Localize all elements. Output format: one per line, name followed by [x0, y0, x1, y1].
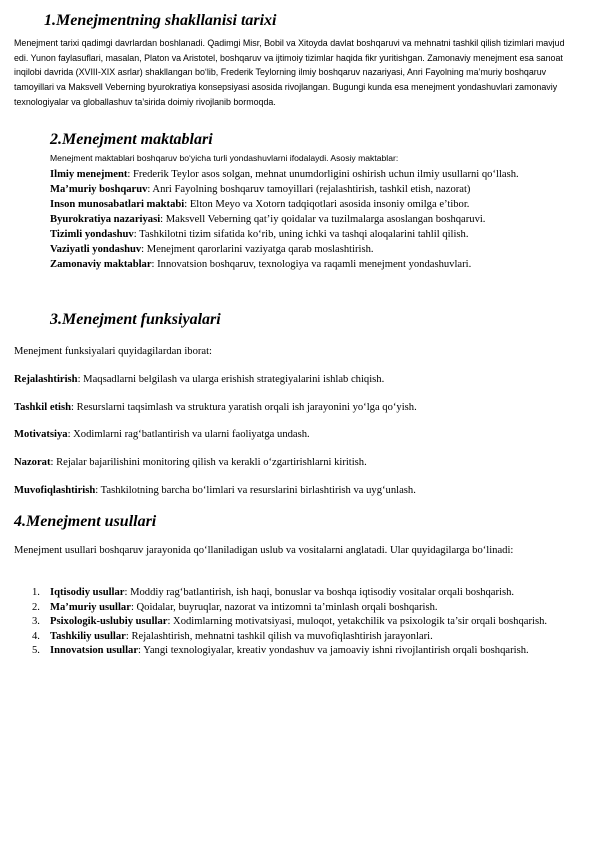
function-desc: : Rejalar bajarilishini monitoring qilish va kerakli o‘zgartirishlarni kiritish.	[50, 457, 367, 468]
school-desc: : Frederik Teylor asos solgan, mehnat unumdorligini oshirish uchun ilmiy usullarni qo‘llash.	[127, 169, 519, 180]
method-desc: : Xodimlarning motivatsiyasi, muloqot, yetakchilik va psixologik ta’sir orqali boshqarish.	[167, 616, 548, 627]
method-term: Psixologik-uslubiy usullar	[50, 616, 168, 627]
function-term: Nazorat	[14, 457, 51, 468]
function-item	[14, 456, 584, 470]
method-item	[14, 630, 570, 644]
school-term: Ma’muriy boshqaruv	[50, 184, 148, 195]
functions-lead: Menejment funksiyalari quyidagilardan iborat:	[14, 346, 212, 357]
school-term: Tizimli yondashuv	[50, 229, 134, 240]
school-term: Zamonaviy maktablar	[50, 259, 152, 270]
school-term: Vaziyatli yondashuv	[50, 244, 142, 255]
history-paragraph: Menejment tarixi qadimgi davrlardan boshlanadi. Qadimgi Misr, Bobil va Xitoyda davlat boshqaruvi va mehnatni tashkil qilish tizimlari mavjud edi. Yunon faylasuflari, masalan, Platon va Aristotel, boshqaruv va ijtimoiy tizimlar haqida fikr yuritishgan. Zamonaviy menejment esa sanoat inqilobi davrida (XVIII-XIX asrlar) shakllangan bo‘lib, Frederik Teylorning ilmiy boshqaruv nazariyasi, Anri Fayolning ma’muriy boshqaruv tamoyillari va Maksvell Veberning byurokratiya konsepsiyasi asosida rivojlangan. Bugungi kunda esa menejment yondashuvlari zamonaviy texnologiyalar va globallashuv ta’sirida doimiy rivojlanib bormoqda.	[14, 38, 565, 107]
school-desc: : Tashkilotni tizim sifatida ko‘rib, uning ichki va tashqi aloqalarini tahlil qilish.	[133, 229, 469, 240]
schools-block	[50, 152, 570, 272]
function-term: Tashkil etish	[14, 402, 72, 413]
method-item	[14, 615, 570, 629]
method-number: 5.	[32, 645, 40, 656]
school-term: Byurokratiya nazariyasi	[50, 214, 161, 225]
school-item	[50, 212, 570, 227]
school-item	[50, 182, 570, 197]
school-term: Ilmiy menejment	[50, 169, 128, 180]
method-number: 3.	[32, 616, 40, 627]
method-number: 2.	[32, 601, 40, 613]
method-term: Tashkiliy usullar	[50, 630, 126, 642]
method-desc: : Rejalashtirish, mehnatni tashkil qilish va muvofiqlashtirish jarayonlari.	[125, 630, 433, 642]
function-term: Motivatsiya	[14, 429, 68, 440]
section-heading-functions: 3.Menejment funksiyalari	[50, 311, 221, 328]
school-item	[50, 167, 570, 182]
schools-lead: Menejment maktablari boshqaruv bo‘yicha turli yondashuvlarni ifodalaydi. Asosiy maktablar:	[50, 153, 399, 163]
function-term: Rejalashtirish	[14, 374, 78, 385]
function-item	[14, 401, 584, 415]
method-desc: : Qoidalar, buyruqlar, nazorat va intizomni ta’minlash orqali boshqarish.	[130, 601, 438, 613]
school-desc: : Elton Meyo va Xotorn tadqiqotlari asosida insoniy omilga e’tibor.	[184, 199, 470, 210]
section-heading-methods: 4.Menejment usullari	[14, 513, 157, 530]
school-item	[50, 227, 570, 242]
school-item	[50, 257, 570, 272]
method-term: Innovatsion usullar	[50, 645, 139, 656]
function-item	[14, 484, 584, 498]
method-number: 4.	[32, 630, 40, 642]
method-number: 1.	[32, 587, 40, 598]
method-term: Ma’muriy usullar	[50, 601, 131, 613]
function-term: Muvofiqlashtirish	[14, 485, 96, 496]
methods-list	[14, 586, 574, 659]
methods-lead: Menejment usullari boshqaruv jarayonida qo‘llaniladigan uslub va vositalarni anglatadi. Ular quyidagilarga bo‘linadi:	[14, 545, 514, 556]
school-item	[50, 197, 570, 212]
section-heading-history: 1.Menejmentning shakllanisi tarixi	[44, 12, 277, 29]
method-term: Iqtisodiy usullar	[50, 587, 125, 598]
school-desc: : Anri Fayolning boshqaruv tamoyillari (rejalashtirish, tashkil etish, nazorat)	[147, 184, 471, 195]
section-heading-schools: 2.Menejment maktablari	[50, 131, 213, 148]
function-item	[14, 373, 584, 387]
function-item	[14, 428, 584, 442]
method-item	[14, 644, 570, 658]
function-desc: : Tashkilotning barcha bo‘limlari va resurslarini birlashtirish va uyg‘unlash.	[95, 485, 416, 496]
function-desc: : Maqsadlarni belgilash va ularga erishish strategiyalarini ishlab chiqish.	[77, 374, 385, 385]
function-desc: : Xodimlarni rag‘batlantirish va ularni faoliyatga undash.	[67, 429, 310, 440]
method-desc: : Yangi texnologiyalar, kreativ yondashuv va jamoaviy ishni rivojlantirish orqali boshqarish.	[138, 645, 529, 656]
school-desc: : Menejment qarorlarini vaziyatga qarab moslashtirish.	[141, 244, 374, 255]
function-desc: : Resurslarni taqsimlash va struktura yaratish orqali ish jarayonini yo‘lga qo‘yish.	[71, 402, 417, 413]
school-desc: : Maksvell Veberning qat’iy qoidalar va tuzilmalarga asoslangan boshqaruvi.	[160, 214, 486, 225]
method-item	[14, 601, 570, 615]
school-item	[50, 242, 570, 257]
method-item	[14, 586, 570, 600]
method-desc: : Moddiy rag‘batlantirish, ish haqi, bonuslar va boshqa iqtisodiy vositalar orqali boshqarish.	[124, 587, 515, 598]
school-term: Inson munosabatlari maktabi	[50, 199, 185, 210]
school-desc: : Innovatsion boshqaruv, texnologiya va raqamli menejment yondashuvlari.	[151, 259, 472, 270]
